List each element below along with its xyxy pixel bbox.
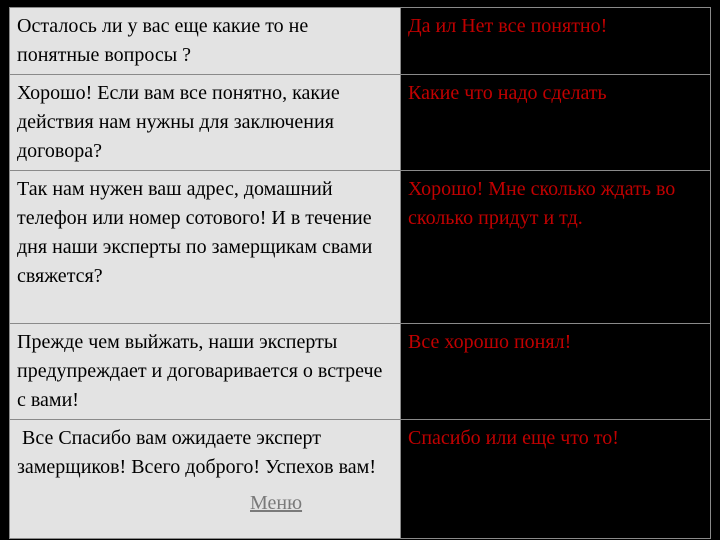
client-reply-1: Да ил Нет все понятно! <box>401 8 711 75</box>
client-reply-4: Все хорошо понял! <box>401 324 711 420</box>
table-row <box>10 8 711 75</box>
client-reply-2: Какие что надо сделать <box>401 75 711 171</box>
operator-line-2: Хорошо! Если вам все понятно, какие действия нам нужны для заключения договора? <box>10 75 401 171</box>
operator-line-3: Так нам нужен ваш адрес, домашний телефон или номер сотового! И в течение дня наши эксперты по замерщикам свами свяжется? <box>10 171 401 324</box>
client-reply-5: Спасибо или еще что то! <box>401 420 711 539</box>
operator-line-4: Прежде чем выйжать, наши эксперты предупреждает и договаривается о встрече с вами! <box>10 324 401 420</box>
operator-line-1: Осталось ли у вас еще какие то не понятные вопросы ? <box>10 8 401 75</box>
table-row <box>10 75 711 171</box>
table-row <box>10 420 711 539</box>
menu-link[interactable]: Меню <box>250 492 303 514</box>
table-row <box>10 171 711 324</box>
operator-line-5: Все Спасибо вам ожидаете эксперт замерщиков! Всего доброго! Успехов вам! <box>10 420 401 539</box>
table-row <box>10 324 711 420</box>
dialog-table <box>9 7 711 539</box>
client-reply-3: Хорошо! Мне сколько ждать во сколько придут и тд. <box>401 171 711 324</box>
